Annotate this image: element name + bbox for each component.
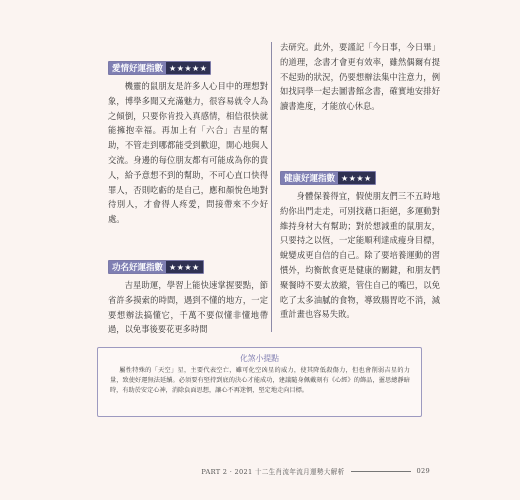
fame-heading-label: 功名好運指數 xyxy=(109,261,166,273)
health-rating-stars: ★★★★ xyxy=(338,172,375,184)
health-heading xyxy=(280,171,376,185)
page-footer xyxy=(201,466,430,476)
fame-section xyxy=(108,255,268,337)
health-section xyxy=(280,166,440,322)
footer-rule xyxy=(351,471,411,472)
fame-continued xyxy=(280,40,440,114)
love-section xyxy=(108,56,268,227)
footer-part-label: PART 2 · 2021 十二生肖流年流月運勢大解析 xyxy=(201,468,345,476)
love-rating-stars: ★★★★★ xyxy=(166,62,210,74)
health-paragraph: 身體保養得宜，假使朋友們三不五時地約你出門走走，可別找藉口拒絕，多運動對維持身材大有幫助；對於想減重的鼠朋友，只要持之以恆，一定能順利達成瘦身目標，蛻變成更自信的自己。除了要培養運動的習慣外，均衡飲食更是健康的關鍵，和朋友們聚餐時不要太放縱，管住自己的嘴巴，以免吃了太多油膩的食物，導致腸胃吃不消，減重計畫也容易失敗。 xyxy=(280,191,440,320)
column-divider xyxy=(271,42,272,332)
tips-title: 化煞小提點 xyxy=(240,354,279,363)
fame-heading xyxy=(108,260,204,274)
tips-text: 屬性特殊的「天空」星，主要代表空亡，雖可化空凶星的威力，使其降低殺傷力，但也會削弱吉星的力量，致使好運無法延續。必須要有堅持到底的決心才能成功，建議隨身佩戴刻有《心經》的飾品，靈思總靜暗時，有助於安定心神，消除負面思想，讓心不再迷惘，堅定地走向目標。 xyxy=(110,367,410,394)
love-heading-label: 愛情好運指數 xyxy=(109,62,166,74)
tips-box xyxy=(97,347,422,417)
fame-rating-stars: ★★★★ xyxy=(166,261,203,273)
love-paragraph: 機靈的鼠朋友是許多人心目中的理想對象，博學多聞又充滿魅力，很容易就令人為之傾倒，只要你肯投入真感情，相信很快就能擁抱幸福。再加上有「六合」吉星的幫助，不管走到哪都能受到歡迎，開心地與人交流。身邊的每位朋友都有可能成為你的貴人，給予意想不到的幫助，不可心直口快得罪人，否則吃虧的是自己，應和顏悅色地對待別人，才會得人疼愛，問接帶來不少好處。 xyxy=(108,81,268,225)
love-heading xyxy=(108,61,211,75)
page-number: 029 xyxy=(416,467,430,475)
health-heading-label: 健康好運指數 xyxy=(281,172,338,184)
fame-paragraph: 吉星助運，學習上能快速掌握要點，節省許多摸索的時間，遇到不懂的地方，一定要想辦法搞懂它，千萬不要似懂非懂地帶過，以免事後要花更多時間 xyxy=(108,280,268,335)
fame-paragraph-continued: 去研究。此外，要謹記「今日事，今日畢」的道理，念書才會更有效率，雖然偶爾有提不起勁的狀況，仍要想辦法集中注意力，例如找同學一起去圖書館念書，確實地安排好讀書進度，才能放心休息。 xyxy=(280,42,440,112)
